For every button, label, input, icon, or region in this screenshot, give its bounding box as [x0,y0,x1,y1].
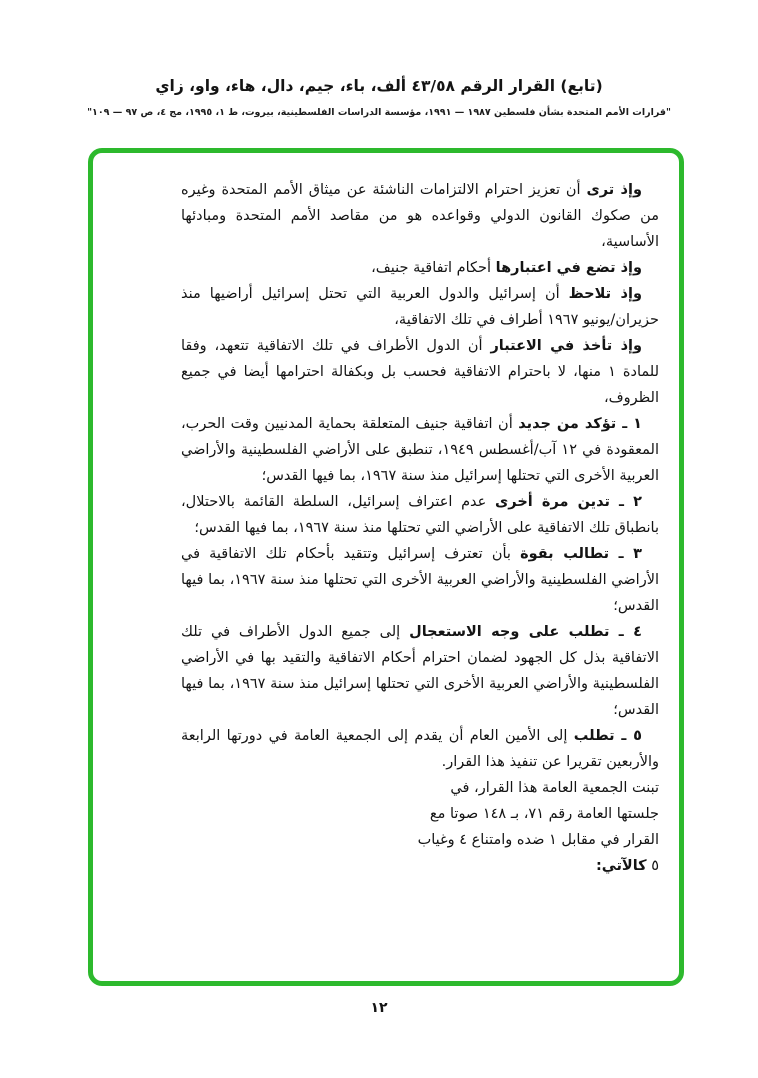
operative-paragraph-4 [181,619,659,723]
paragraph-lead: ٢ ـ تدين مرة أخرى [495,494,642,510]
paragraph-text: إلى جميع الدول الأطراف في تلك الاتفاقية بذل كل الجهود لضمان احترام أحكام الاتفاقية والتقيد بها في الأراضي الفلسطينية والأراضي العربية الأخرى التي تحتلها إسرائيل منذ سنة ١٩٦٧، بما فيها القدس؛ [181,624,659,718]
operative-paragraph-1 [181,411,659,489]
page-header [0,0,758,118]
preamble-paragraph [181,177,659,255]
paragraph-text: أن تعزيز احترام الالتزامات الناشئة عن ميثاق الأمم المتحدة وغيره من صكوك القانون الدولي وقواعده هو من مقاصد الأمم المتحدة ومبادئها الأساسية، [181,182,659,250]
paragraph-lead: وإذ تأخذ في الاعتبار [490,338,642,354]
paragraph-lead: ٣ ـ تطالب بقوة [520,546,642,562]
adoption-text-bold: كالآتي: [596,858,647,874]
paragraph-text: عدم اعتراف إسرائيل، السلطة القائمة بالاحتلال، بانطباق تلك الاتفاقية على الأراضي التي تحتلها منذ سنة ١٩٦٧، بما فيها القدس؛ [181,494,659,536]
preamble-paragraph [181,333,659,411]
paragraph-lead: وإذ تضع في اعتبارها [495,260,642,276]
adoption-note [417,775,659,879]
source-citation: "قرارات الأمم المتحدة بشأن فلسطين ١٩٨٧ — ١٩٩١، مؤسسة الدراسات الفلسطينية، بيروت، ط ١، ١٩٩٥، مج ٤، ص ٩٧ — ١٠٩" [87,106,671,118]
paragraph-text: إلى الأمين العام أن يقدم إلى الجمعية العامة في دورتها الرابعة والأربعين تقريرا عن تنفيذ هذا القرار. [181,728,659,770]
operative-paragraph-2 [181,489,659,541]
paragraph-lead: وإذ تلاحظ [568,286,642,302]
paragraph-text: بأن تعترف إسرائيل وتتقيد بأحكام تلك الاتفاقية في الأراضي الفلسطينية والأراضي العربية الأخرى التي تحتلها منذ سنة ١٩٦٧، بما فيها القدس؛ [181,546,659,614]
resolution-title: (تابع) القرار الرقم ٤٣/٥٨ ألف، باء، جيم، دال، هاء، واو، زاي [155,77,603,95]
paragraph-lead: ٤ ـ تطلب على وجه الاستعجال [409,624,642,640]
preamble-paragraph [181,255,659,281]
page-number: ١٢ [370,1000,388,1016]
paragraph-lead: ٥ ـ تطلب [573,728,642,744]
paragraph-lead: ١ ـ تؤكد من جديد [518,416,642,432]
green-border-box [88,148,684,986]
operative-paragraph-3 [181,541,659,619]
paragraph-text: أن اتفاقية جنيف المتعلقة بحماية المدنيين وقت الحرب، المعقودة في ١٢ آب/أغسطس ١٩٤٩، تنطبق على الأراضي الفلسطينية والأراضي العربية الأخرى التي تحتلها إسرائيل منذ سنة ١٩٦٧، بما فيها القدس؛ [181,416,659,484]
preamble-paragraph [181,281,659,333]
resolution-text-block [93,153,679,981]
paragraph-lead: وإذ ترى [586,182,642,198]
paragraph-text: أن إسرائيل والدول العربية التي تحتل إسرائيل أراضيها منذ حزيران/يونيو ١٩٦٧ أطراف في تلك الاتفاقية، [181,286,659,328]
paragraph-text: أحكام اتفاقية جنيف، [371,260,496,276]
operative-paragraph-5 [181,723,659,775]
adoption-text: تبنت الجمعية العامة هذا القرار، في جلستها العامة رقم ٧١، بـ ١٤٨ صوتا مع القرار في مقابل ١ ضده وامتناع ٤ وغياب ٥ [417,780,659,874]
paragraph-text: أن الدول الأطراف في تلك الاتفاقية تتعهد، وفقا للمادة ١ منها، لا باحترام الاتفاقية فحسب بل وبكفالة احترامها أيضا في جميع الظروف، [181,338,660,406]
